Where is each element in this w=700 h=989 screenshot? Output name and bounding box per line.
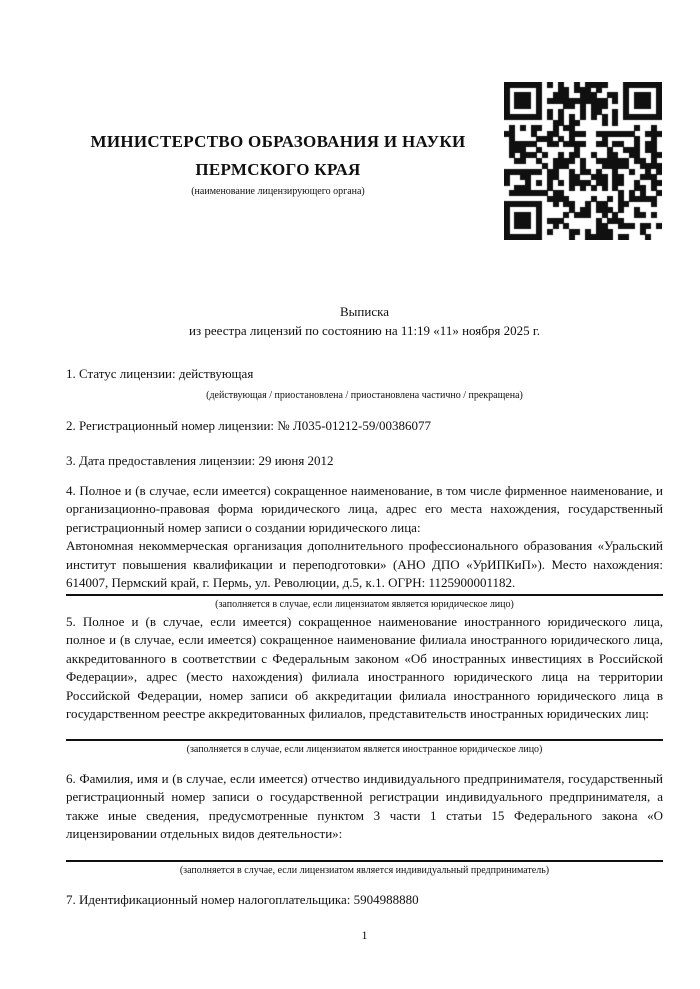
foreign-entity-fill-line: [66, 739, 663, 741]
foreign-entity-caption: (заполняется в случае, если лицензиатом является иностранное юридическое лицо): [186, 744, 543, 755]
item-1-license-status: [66, 365, 663, 402]
legal-entity-fill-line: [66, 594, 663, 596]
item-3-grant-date: 3. Дата предоставления лицензии: 29 июня 2012: [66, 453, 334, 468]
ministry-name-line2: ПЕРМСКОГО КРАЯ: [195, 160, 361, 179]
legal-entity-caption: (заполняется в случае, если лицензиатом является юридическое лицо): [215, 599, 514, 610]
item-6-entrepreneur: 6. Фамилия, имя и (в случае, если имеется) отчество индивидуального предпринимателя, государственный регистрационный номер записи о государственной регистрации индивидуального предпринимателя, а также иные сведения, предусмотренные пунктом 3 части 1 статьи 15 Федерального закона «О лицензировании отдельных видов деятельности»:: [66, 771, 663, 842]
page-number: 1: [361, 928, 368, 942]
document-subtitle: из реестра лицензий по состоянию на 11:19 «11» ноября 2025 г.: [189, 323, 540, 338]
qr-code-image: [504, 82, 662, 240]
license-status-options-caption: (действующая / приостановлена / приостановлена частично / прекращена): [206, 390, 523, 402]
item-4-legal-entity: [66, 482, 663, 592]
entrepreneur-caption: (заполняется в случае, если лицензиатом является индивидуальный предприниматель): [179, 865, 550, 876]
item-7-taxpayer-number: 7. Идентификационный номер налогоплательщика: 5904988880: [66, 892, 419, 907]
license-status-text: 1. Статус лицензии: действующая: [66, 366, 254, 381]
item-5-foreign-entity: 5. Полное и (в случае, если имеется) сокращенное наименование иностранного юридического лица, полное и (в случае, если имеется) сокращенное наименование филиала иностранного юридического лица, аккредитованного в соответствии с Федеральным законом «Об иностранных инвестициях в Российской Федерации», адрес (место нахождения) филиала иностранного юридического лица на территории Российской Федерации, номер записи об аккредитации филиала иностранного юридического лица в государственном реестре аккредитованных филиалов, представительств иностранных юридических лиц:: [66, 614, 663, 722]
item-4-question: 4. Полное и (в случае, если имеется) сокращенное наименование, в том числе фирменное наименование, и организационно-правовая форма юридического лица, адрес его места нахождения, государственный регистрационный номер записи о создании юридического лица:: [66, 483, 663, 535]
qr-code: [504, 82, 662, 240]
item-2-registration-number: 2. Регистрационный номер лицензии: № Л035-01212-59/00386077: [66, 418, 432, 433]
entrepreneur-fill-line: [66, 860, 663, 862]
item-4-answer: Автономная некоммерческая организация дополнительного профессионального образования «Уральский институт повышения квалификации и переподготовки» (АНО ДПО «УрИПКиП»). Место нахождения: 614007, Пермский край, г. Пермь, ул. Революции, д.5, к.1. ОГРН: 1125900001182.: [66, 538, 663, 591]
ministry-name-line1: МИНИСТЕРСТВО ОБРАЗОВАНИЯ И НАУКИ: [90, 132, 466, 151]
document-title: Выписка: [340, 304, 389, 319]
ministry-caption: (наименование лицензирующего органа): [191, 186, 365, 197]
document-title-block: [66, 302, 663, 340]
licensing-authority-name: [66, 128, 490, 198]
